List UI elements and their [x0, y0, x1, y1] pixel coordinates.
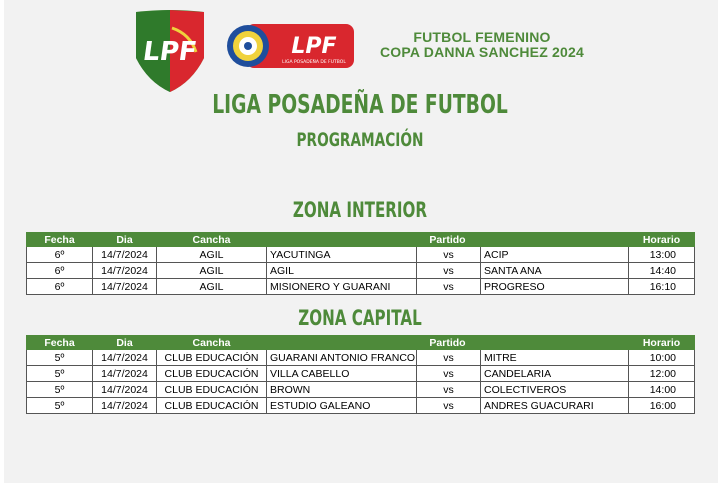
- col-dia: Dia: [93, 336, 157, 350]
- cell-horario: 10:00: [629, 350, 695, 366]
- cell-cancha: AGIL: [157, 247, 267, 263]
- cell-cancha: AGIL: [157, 279, 267, 295]
- cell-dia: 14/7/2024: [93, 366, 157, 382]
- lpf-shield-text: LPF: [141, 37, 199, 67]
- cell-cancha: CLUB EDUCACIÓN: [157, 350, 267, 366]
- cell-vs: vs: [417, 382, 481, 398]
- col-cancha: Cancha: [157, 336, 267, 350]
- cell-away-team: MITRE: [481, 350, 629, 366]
- cell-dia: 14/7/2024: [93, 398, 157, 414]
- col-fecha: Fecha: [27, 233, 93, 247]
- cell-cancha: AGIL: [157, 263, 267, 279]
- cell-away-team: COLECTIVEROS: [481, 382, 629, 398]
- schedule-table-capital: [26, 335, 695, 414]
- cell-dia: 14/7/2024: [93, 279, 157, 295]
- cell-away-team: CANDELARIA: [481, 366, 629, 382]
- cell-horario: 13:00: [629, 247, 695, 263]
- table-row: [27, 247, 695, 263]
- cell-fecha: 5º: [27, 366, 93, 382]
- cell-home-team: YACUTINGA: [267, 247, 417, 263]
- cell-horario: 12:00: [629, 366, 695, 382]
- zone-title-capital: ZONA CAPITAL: [298, 306, 422, 330]
- cell-dia: 14/7/2024: [93, 247, 157, 263]
- lpf-badge-subtext: LIGA POSADEÑA DE FUTBOL: [282, 60, 346, 65]
- page-title: LIGA POSADEÑA DE FUTBOL: [212, 90, 508, 120]
- cell-fecha: 5º: [27, 350, 93, 366]
- table-header-row: [27, 233, 695, 247]
- table-row: [27, 350, 695, 366]
- cell-cancha: CLUB EDUCACIÓN: [157, 382, 267, 398]
- cell-dia: 14/7/2024: [93, 382, 157, 398]
- cell-fecha: 5º: [27, 382, 93, 398]
- col-partido: Partido: [267, 233, 629, 247]
- lpf-shield-logo: [132, 8, 208, 94]
- page-subtitle: PROGRAMACIÓN: [296, 129, 424, 151]
- cell-dia: 14/7/2024: [93, 350, 157, 366]
- cell-home-team: AGIL: [267, 263, 417, 279]
- cell-vs: vs: [417, 263, 481, 279]
- cell-dia: 14/7/2024: [93, 263, 157, 279]
- cell-horario: 16:00: [629, 398, 695, 414]
- cell-home-team: MISIONERO Y GUARANI: [267, 279, 417, 295]
- cell-away-team: SANTA ANA: [481, 263, 629, 279]
- cell-fecha: 5º: [27, 398, 93, 414]
- table-row: [27, 366, 695, 382]
- col-partido: Partido: [267, 336, 629, 350]
- cell-home-team: GUARANI ANTONIO FRANCO: [267, 350, 417, 366]
- table-row: [27, 382, 695, 398]
- col-fecha: Fecha: [27, 336, 93, 350]
- tournament-line-2: COPA DANNA SANCHEZ 2024: [379, 44, 584, 60]
- table-row: [27, 398, 695, 414]
- cell-away-team: PROGRESO: [481, 279, 629, 295]
- cell-vs: vs: [417, 350, 481, 366]
- schedule-table-interior: [26, 232, 695, 295]
- cell-cancha: CLUB EDUCACIÓN: [157, 398, 267, 414]
- col-horario: Horario: [629, 233, 695, 247]
- cell-vs: vs: [417, 366, 481, 382]
- cell-home-team: BROWN: [267, 382, 417, 398]
- cell-away-team: ACIP: [481, 247, 629, 263]
- col-cancha: Cancha: [157, 233, 267, 247]
- cell-horario: 14:40: [629, 263, 695, 279]
- zone-title-interior: ZONA INTERIOR: [292, 198, 428, 222]
- tournament-heading: [362, 30, 602, 60]
- cell-cancha: CLUB EDUCACIÓN: [157, 366, 267, 382]
- cell-horario: 14:00: [629, 382, 695, 398]
- cell-vs: vs: [417, 247, 481, 263]
- cell-horario: 16:10: [629, 279, 695, 295]
- table-row: [27, 263, 695, 279]
- cell-fecha: 6º: [27, 279, 93, 295]
- col-dia: Dia: [93, 233, 157, 247]
- cell-fecha: 6º: [27, 247, 93, 263]
- col-horario: Horario: [629, 336, 695, 350]
- table-header-row: [27, 336, 695, 350]
- lpf-badge-logo: [226, 22, 356, 70]
- cell-home-team: VILLA CABELLO: [267, 366, 417, 382]
- lpf-badge-text: LPF: [291, 34, 337, 59]
- cell-home-team: ESTUDIO GALEANO: [267, 398, 417, 414]
- cell-away-team: ANDRES GUACURARI: [481, 398, 629, 414]
- table-row: [27, 279, 695, 295]
- cell-vs: vs: [417, 279, 481, 295]
- cell-vs: vs: [417, 398, 481, 414]
- tournament-line-1: FUTBOL FEMENINO: [413, 29, 551, 45]
- cell-fecha: 6º: [27, 263, 93, 279]
